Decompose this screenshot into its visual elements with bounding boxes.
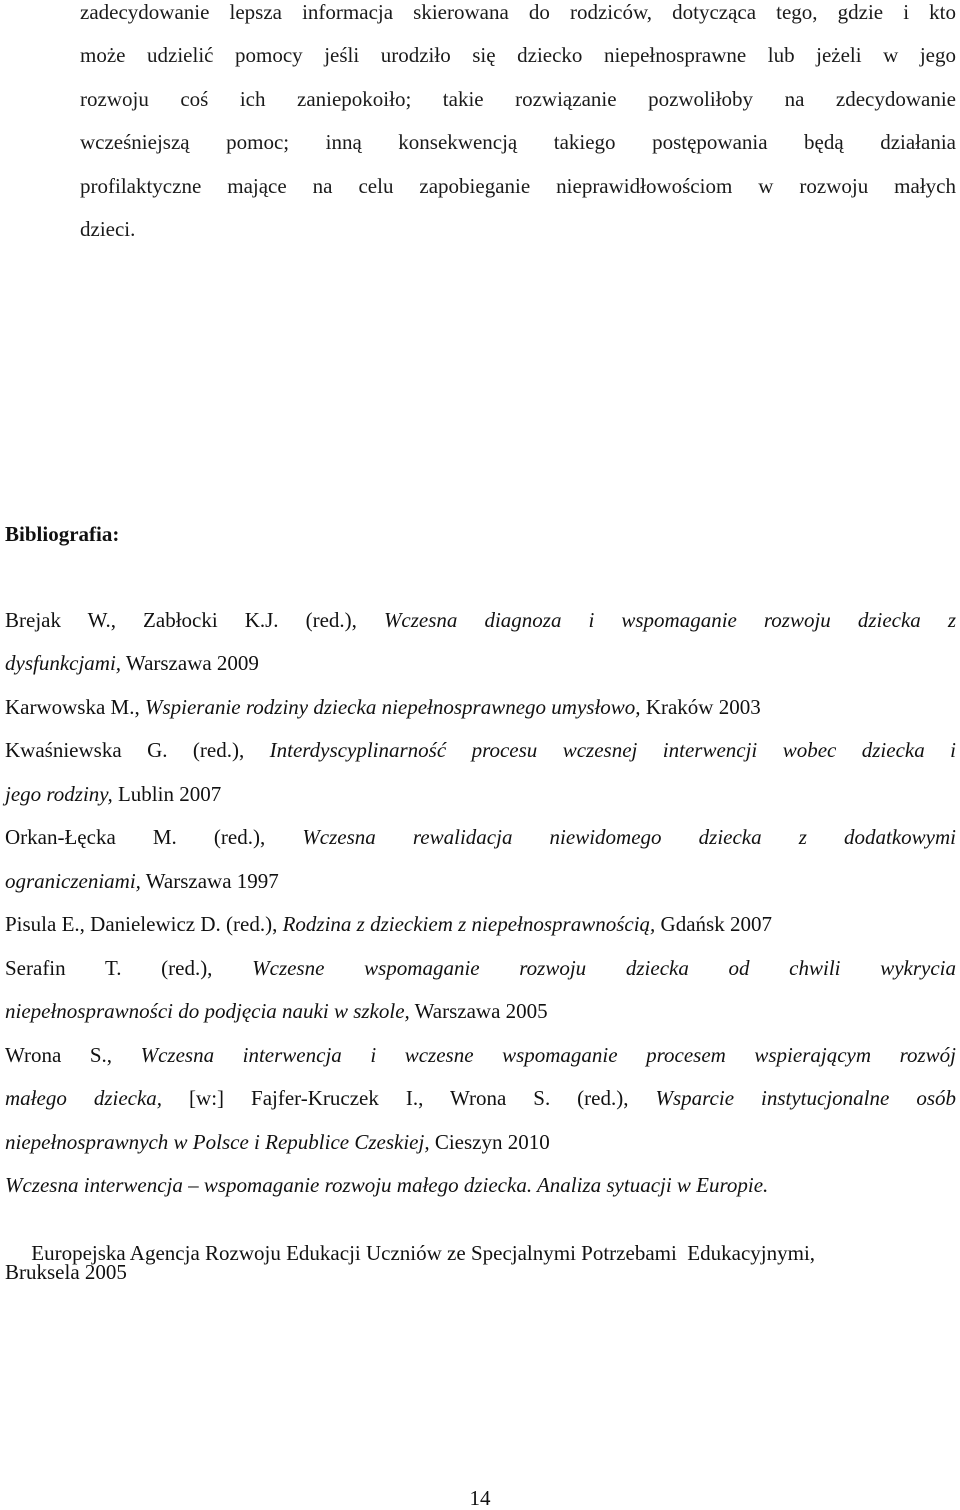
page-number: 14 xyxy=(469,1486,491,1510)
bibliography-entry-line: małego dziecka, [w:] Fajfer-Kruczek I., Wrona S. (red.), Wsparcie instytucjonalne osób xyxy=(5,1086,956,1110)
bibliography-entry-line: dysfunkcjami, Warszawa 2009 xyxy=(5,651,259,675)
paragraph-line: może udzielić pomocy jeśli urodziło się dziecko niepełnosprawne lub jeżeli w jego xyxy=(80,43,956,67)
bibliography-entry-line: ograniczeniami, Warszawa 1997 xyxy=(5,869,279,893)
bibliography-entry-line: Wrona S., Wczesna interwencja i wczesne wspomaganie procesem wspierającym rozwój xyxy=(5,1043,956,1067)
bibliography-entry-line: Europejska Agencja Rozwoju Edukacji Uczniów ze Specjalnymi Potrzebami Edukacyjnymi, xyxy=(26,1241,816,1265)
bibliography-entry-line: Brejak W., Zabłocki K.J. (red.), Wczesna diagnoza i wspomaganie rozwoju dziecka z xyxy=(5,608,956,632)
paragraph-line: zadecydowanie lepsza informacja skierowana do rodziców, dotycząca tego, gdzie i kto xyxy=(80,0,956,24)
bibliography-heading: Bibliografia: xyxy=(5,522,120,546)
bibliography-entry-line: Karwowska M., Wspieranie rodziny dziecka niepełnosprawnego umysłowo, Kraków 2003 xyxy=(5,695,761,719)
bibliography-entry-line: Kwaśniewska G. (red.), Interdyscyplinarność procesu wczesnej interwencji wobec dziecka i xyxy=(5,738,956,762)
bibliography-entry-line: Orkan-Łęcka M. (red.), Wczesna rewalidacja niewidomego dziecka z dodatkowymi xyxy=(5,825,956,849)
paragraph-line: wcześniejszą pomoc; inną konsekwencją takiego postępowania będą działania xyxy=(80,130,956,154)
bibliography-entry-line: Bruksela 2005 xyxy=(5,1260,127,1284)
bibliography-entry-line: niepełnosprawności do podjęcia nauki w szkole, Warszawa 2005 xyxy=(5,999,548,1023)
paragraph-line: dzieci. xyxy=(80,217,136,241)
paragraph-line: rozwoju coś ich zaniepokoiło; takie rozwiązanie pozwoliłoby na zdecydowanie xyxy=(80,87,956,111)
bibliography-entry-line: jego rodziny, Lublin 2007 xyxy=(5,782,222,806)
bibliography-entry-line: niepełnosprawnych w Polsce i Republice Czeskiej, Cieszyn 2010 xyxy=(5,1130,550,1154)
bibliography-entry-line: Pisula E., Danielewicz D. (red.), Rodzina z dzieckiem z niepełnosprawnością, Gdańsk 2007 xyxy=(5,912,772,936)
bibliography-entry-line: Serafin T. (red.), Wczesne wspomaganie rozwoju dziecka od chwili wykrycia xyxy=(5,956,956,980)
paragraph-line: profilaktyczne mające na celu zapobieganie nieprawidłowościom w rozwoju małych xyxy=(80,174,956,198)
bibliography-entry-line: Wczesna interwencja – wspomaganie rozwoju małego dziecka. Analiza sytuacji w Europie. xyxy=(5,1173,769,1197)
